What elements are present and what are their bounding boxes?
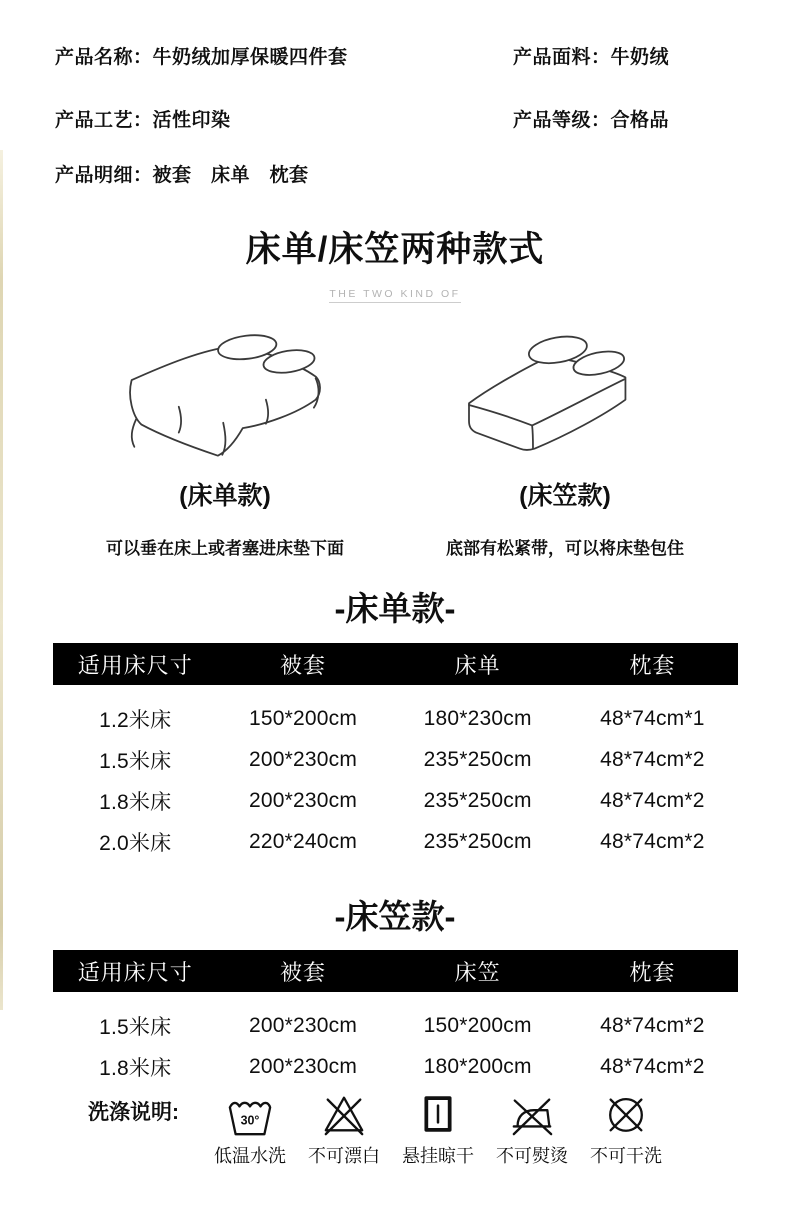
draped-sheet-bed-icon	[75, 325, 375, 485]
table-row	[53, 685, 738, 739]
washing-instructions	[0, 1086, 790, 1176]
page-title: 床单/床笠两种款式	[245, 230, 545, 269]
cell: 48*74cm*2	[600, 829, 705, 853]
cell: 1.8米床	[99, 790, 172, 814]
product-info-row-2	[55, 105, 755, 132]
product-name-label: 产品名称：	[55, 47, 153, 68]
product-info-row-3	[55, 160, 755, 187]
cell: 150*200cm	[423, 1013, 532, 1037]
washing-item-label: 不可漂白	[308, 1146, 380, 1166]
cell: 235*250cm	[423, 788, 532, 812]
no-bleach-icon	[321, 1086, 367, 1138]
cell: 200*230cm	[248, 1013, 358, 1037]
col-header-pillowcase: 枕套	[567, 643, 738, 685]
cell: 48*74cm*1	[600, 706, 705, 730]
product-name-value: 牛奶绒加厚保暖四件套	[152, 47, 348, 68]
product-info-row-1	[55, 42, 755, 69]
grade-value: 合格品	[610, 110, 670, 131]
cell: 1.5米床	[99, 1015, 172, 1039]
hang-dry-icon	[418, 1086, 458, 1138]
washing-item-label: 悬挂晾干	[402, 1146, 474, 1166]
washing-item-label: 不可熨烫	[496, 1146, 568, 1166]
table-row	[53, 780, 738, 821]
washing-item-no-dry-clean	[579, 1086, 673, 1168]
col-header-sheet: 床单	[389, 643, 567, 685]
no-dry-clean-icon	[603, 1086, 649, 1138]
cell: 2.0米床	[99, 831, 172, 855]
fitted-table-header-row	[53, 950, 738, 992]
washing-item-low-temp	[203, 1086, 297, 1168]
table-row	[53, 1046, 738, 1087]
washing-item-no-bleach	[297, 1086, 391, 1168]
cell: 150*200cm	[248, 706, 358, 730]
fitted-mattress-bed-icon	[415, 325, 715, 485]
craft-value: 活性印染	[152, 110, 231, 131]
cell: 1.2米床	[99, 708, 172, 732]
sheet-size-table	[53, 643, 738, 862]
sheet-style-caption: 可以垂在床上或者塞进床垫下面	[106, 539, 344, 558]
craft-label: 产品工艺：	[55, 110, 153, 131]
sheet-table-header-row	[53, 643, 738, 685]
svg-text:30°: 30°	[240, 1113, 260, 1128]
sheet-style-name: (床单款)	[179, 482, 271, 510]
style-illustrations	[0, 325, 790, 485]
wash-30-degrees-icon	[227, 1086, 273, 1138]
draped-sheet-bed-illustration	[70, 325, 380, 485]
page-subtitle: THE TWO KIND OF	[329, 288, 460, 303]
cell: 200*230cm	[248, 1054, 358, 1078]
washing-item-no-iron	[485, 1086, 579, 1168]
fabric-label: 产品面料：	[513, 47, 611, 68]
col-header-duvet-cover: 被套	[217, 950, 388, 992]
table-row	[53, 992, 738, 1046]
cell: 48*74cm*2	[600, 747, 705, 771]
page-subtitle-wrap	[0, 284, 790, 303]
left-edge-artifact	[0, 150, 3, 1010]
fitted-style-caption: 底部有松紧带，可以将床垫包住	[446, 539, 684, 558]
fabric-value: 牛奶绒	[610, 47, 670, 68]
no-iron-icon	[509, 1086, 555, 1138]
cell: 220*240cm	[248, 829, 358, 853]
fitted-mattress-bed-illustration	[410, 325, 720, 485]
cell: 48*74cm*2	[600, 1013, 705, 1037]
washing-item-label: 低温水洗	[214, 1146, 286, 1166]
table-row	[53, 739, 738, 780]
cell: 235*250cm	[423, 829, 532, 853]
col-header-bed-size: 适用床尺寸	[53, 643, 217, 685]
col-header-pillowcase: 枕套	[567, 950, 738, 992]
sheet-section-title: -床单款-	[334, 590, 456, 627]
col-header-duvet-cover: 被套	[217, 643, 388, 685]
washing-items	[203, 1086, 673, 1168]
col-header-bed-size: 适用床尺寸	[53, 950, 217, 992]
cell: 200*230cm	[248, 747, 358, 771]
washing-label: 洗涤说明:	[88, 1101, 179, 1124]
cell: 1.8米床	[99, 1056, 172, 1080]
washing-item-hang-dry	[391, 1086, 485, 1168]
col-header-fitted-sheet: 床笠	[389, 950, 567, 992]
style-caption-row	[0, 534, 790, 559]
fitted-section-title: -床笠款-	[334, 898, 456, 935]
style-name-row	[0, 476, 790, 512]
cell: 48*74cm*2	[600, 1054, 705, 1078]
grade-label: 产品等级：	[513, 110, 611, 131]
cell: 180*230cm	[423, 706, 532, 730]
fitted-size-table	[53, 950, 738, 1087]
fitted-style-name: (床笠款)	[519, 482, 611, 510]
cell: 235*250cm	[423, 747, 532, 771]
cell: 200*230cm	[248, 788, 358, 812]
detail-label: 产品明细：	[55, 165, 153, 186]
table-row	[53, 821, 738, 862]
detail-value: 被套 床单 枕套	[152, 165, 309, 186]
cell: 1.5米床	[99, 749, 172, 773]
cell: 48*74cm*2	[600, 788, 705, 812]
washing-item-label: 不可干洗	[590, 1146, 662, 1166]
cell: 180*200cm	[423, 1054, 532, 1078]
